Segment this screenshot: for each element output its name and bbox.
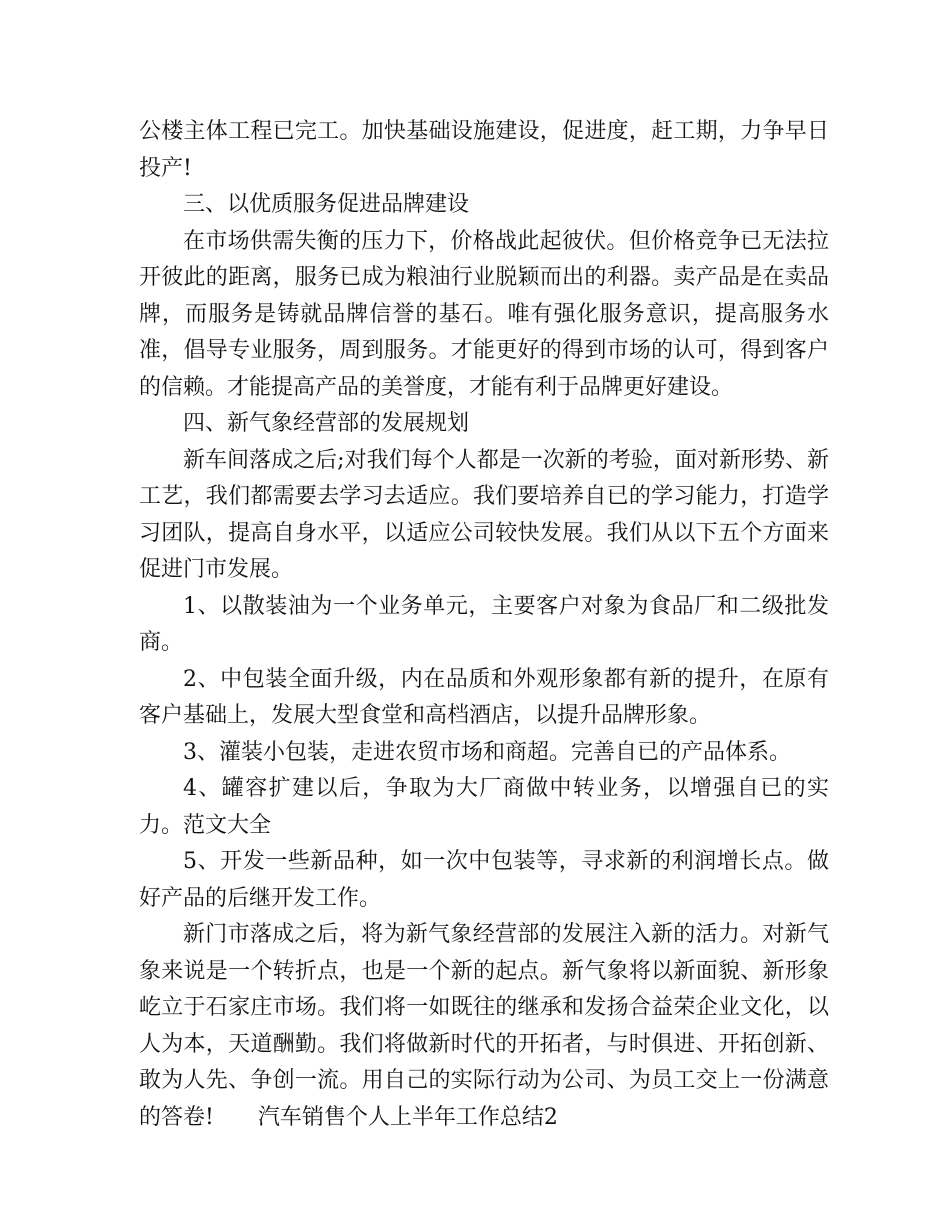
section-heading-3: 三、以优质服务促进品牌建设 [183, 192, 470, 217]
paragraph-conclusion: 新门市落成之后，将为新气象经营部的发展注入新的活力。对新气象来说是一个转折点，也是一个新的起点。新气象将以新面貌、新形象屹立于石家庄市场。我们将一如既往的继承和发扬合益荣企业文化，以人为本，天道酬勤。我们将做新时代的开拓者，与时俱进、开拓创新、敢为人先、争创一流。用自己的实际行动为公司、为员工交上一份满意的答卷! 汽车销售个人上半年工作总结2 [139, 922, 829, 1130]
list-item-5: 5、开发一些新品种，如一次中包装等，寻求新的利润增长点。做好产品的后继开发工作。 [139, 849, 829, 911]
list-item-4: 4、罐容扩建以后，争取为大厂商做中转业务，以增强自已的实力。范文大全 [139, 776, 829, 838]
document-body [139, 114, 829, 1136]
paragraph-new-workshop: 新车间落成之后;对我们每个人都是一次新的考验，面对新形势、新工艺，我们都需要去学习去适应。我们要培养自已的学习能力，打造学习团队，提高自身水平，以适应公司较快发展。我们从以下五个方面来促进门市发展。 [139, 447, 829, 582]
paragraph-continuation: 公楼主体工程已完工。加快基础设施建设，促进度，赶工期，力争早日投产! [139, 119, 829, 181]
list-item-1: 1、以散装油为一个业务单元，主要客户对象为食品厂和二级批发商。 [139, 593, 829, 655]
list-item-2: 2、中包装全面升级，内在品质和外观形象都有新的提升，在原有客户基础上，发展大型食堂和高档酒店，以提升品牌形象。 [139, 666, 829, 728]
paragraph-service: 在市场供需失衡的压力下，价格战此起彼伏。但价格竞争已无法拉开彼此的距离，服务已成为粮油行业脱颖而出的利器。卖产品是在卖品牌，而服务是铸就品牌信誉的基石。唯有强化服务意识，提高服务水准，倡导专业服务，周到服务。才能更好的得到市场的认可，得到客户的信赖。才能提高产品的美誉度，才能有利于品牌更好建设。 [139, 228, 829, 400]
section-heading-4: 四、新气象经营部的发展规划 [183, 411, 470, 436]
list-item-3: 3、灌装小包装，走进农贸市场和商超。完善自已的产品体系。 [183, 739, 791, 765]
